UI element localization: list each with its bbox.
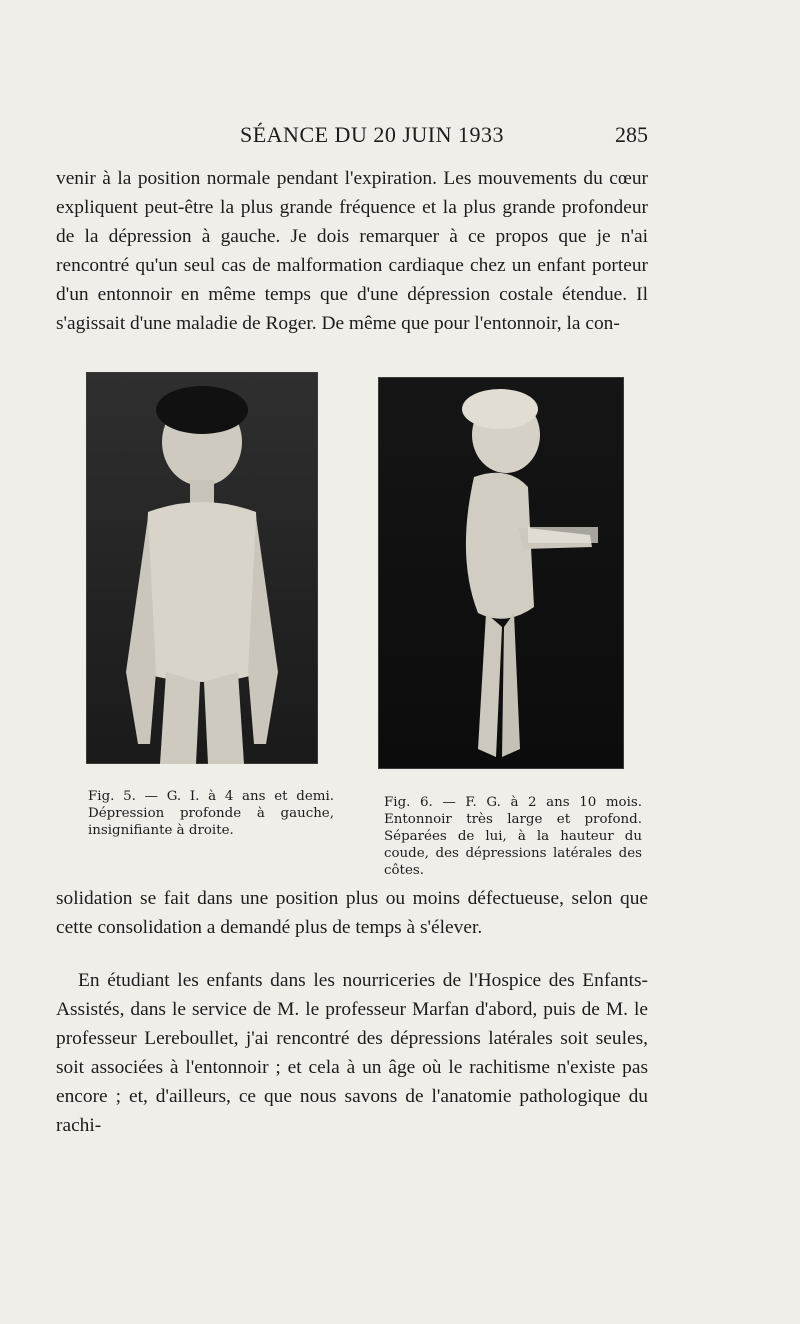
figure-6-caption: Fig. 6. — F. G. à 2 ans 10 mois. Entonnoir très large et profond. Séparées de lui, à la hauteur du coude, des dépressions latérales des côtes.	[384, 795, 642, 878]
paragraph-continuation: solidation se fait dans une position plus ou moins défectueuse, selon que cette consolidation a demandé plus de temps à s'élever.	[56, 888, 648, 938]
paragraph-bottom: En étudiant les enfants dans les nourriceries de l'Hospice des Enfants-Assistés, dans le service de M. le professeur Marfan d'abord, puis de M. le professeur Lereboullet, j'ai rencontré des dépressions latérales soit seules, soit associées à l'entonnoir ; et cela à un âge où le rachitisme n'existe pas encore ; et, d'ailleurs, ce que nous savons de l'anatomie pathologique du rachi-	[56, 970, 648, 1136]
figure-5-photo	[86, 372, 318, 764]
child-photo-illustration	[86, 372, 318, 764]
page-header	[0, 118, 800, 154]
figure-5-caption: Fig. 5. — G. I. à 4 ans et demi. Dépression profonde à gauche, insignifiante à droite.	[88, 789, 334, 838]
running-title: SÉANCE DU 20 JUIN 1933	[240, 122, 504, 147]
page-number: 285	[615, 122, 648, 147]
toddler-photo-illustration	[378, 377, 624, 769]
paragraph-top: venir à la position normale pendant l'expiration. Les mouvements du cœur expliquent peut-être la plus grande fréquence et la plus grande profondeur de la dépression à gauche. Je dois remarquer à ce propos que je n'ai rencontré qu'un seul cas de malformation cardiaque chez un enfant porteur d'un entonnoir en même temps que d'une dépression costale étendue. Il s'agissait d'une maladie de Roger. De même que pour l'entonnoir, la con-	[56, 168, 648, 334]
figure-6-photo	[378, 377, 624, 769]
